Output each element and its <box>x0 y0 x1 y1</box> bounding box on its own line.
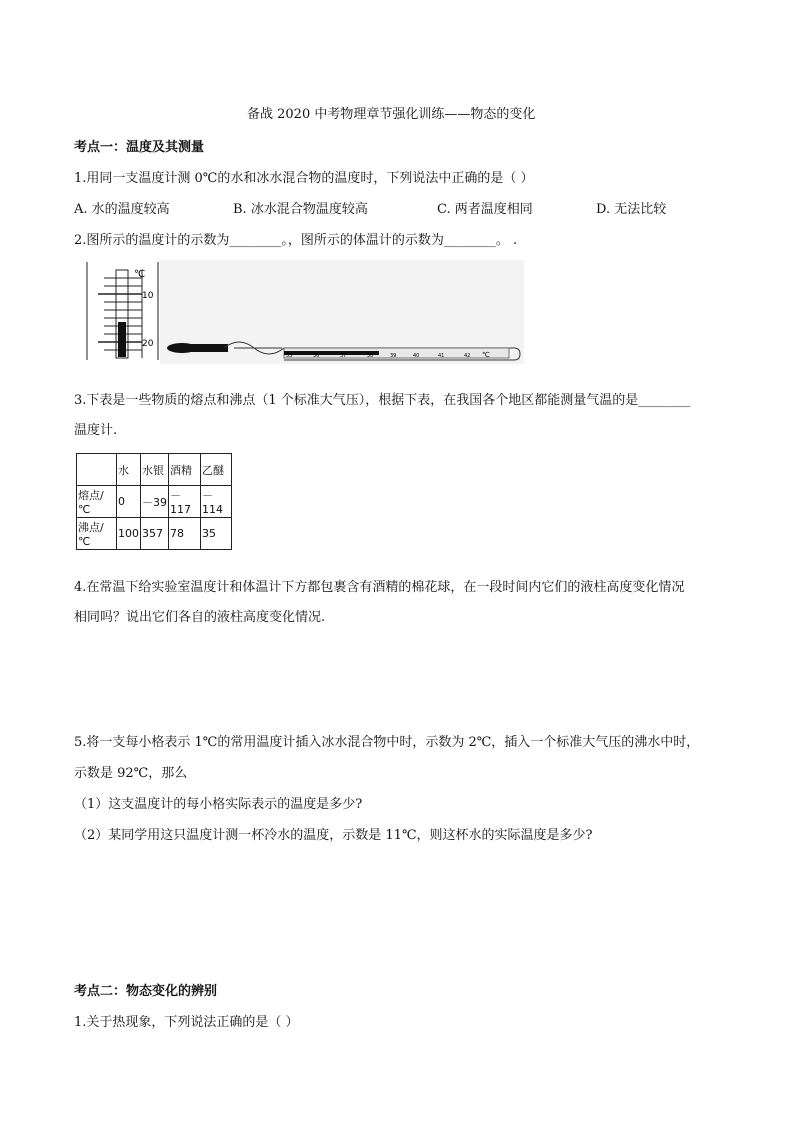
table-cell: 100 <box>117 518 141 550</box>
question-5-sub1: （1）这支温度计的每小格实际表示的温度是多少? <box>74 797 363 812</box>
question-5-line2: 示数是 92℃，那么 <box>74 766 188 781</box>
table-header-mercury: 水银 <box>141 454 169 486</box>
thermo-tick-label-20: 20 <box>142 339 154 349</box>
q1-option-d: D. 无法比较 <box>596 202 667 217</box>
table-header-row <box>77 454 232 486</box>
clinical-label-39: 39 <box>390 353 397 359</box>
table-header-ether: 乙醚 <box>201 454 232 486</box>
table-cell: －117 <box>169 486 201 518</box>
question-5-sub2: （2）某同学用这只温度计测一杯冷水的温度，示数是 11℃，则这杯水的实际温度是多少? <box>74 828 593 843</box>
liquid-column <box>118 322 126 357</box>
clinical-label-38: 38 <box>367 353 374 359</box>
section-heading-2: 考点二：物态变化的辨别 <box>74 984 218 999</box>
thermo-unit: ℃ <box>134 269 146 280</box>
question-3-line2: 温度计. <box>74 423 118 438</box>
thermometer-figure <box>84 260 524 364</box>
q1-option-c: C. 两者温度相同 <box>437 202 533 217</box>
clinical-mercury <box>284 351 379 355</box>
table-row <box>77 486 232 518</box>
clinical-label-36: 36 <box>313 353 320 359</box>
question-5-line1: 5.将一支每小格表示 1℃的常用温度计插入冰水混合物中时，示数为 2℃，插入一个标准大气压的沸水中时， <box>74 735 700 750</box>
clinical-label-40: 40 <box>413 353 420 359</box>
thermo-tick-label-10: 10 <box>142 291 154 301</box>
table-cell <box>77 454 117 486</box>
table-header-alcohol: 酒精 <box>169 454 201 486</box>
q1-option-b: B. 冰水混合物温度较高 <box>233 202 368 217</box>
table-row-label: 熔点/℃ <box>77 486 117 518</box>
clinical-label-42: 42 <box>464 353 471 359</box>
section-heading-1: 考点一：温度及其测量 <box>74 140 205 155</box>
table-cell: 78 <box>169 518 201 550</box>
table-cell: 357 <box>141 518 169 550</box>
question-3-line1: 3.下表是一些物质的熔点和沸点（1 个标准大气压），根据下表，在我国各个地区都能测量气温的是________ <box>74 393 691 408</box>
clinical-stem-dark <box>182 344 228 352</box>
q1-option-a: A. 水的温度较高 <box>74 202 170 217</box>
table-cell: 0 <box>117 486 141 518</box>
section2-question-1-stem: 1.关于热现象，下列说法正确的是（ ） <box>74 1015 299 1030</box>
table-cell: －39 <box>141 486 169 518</box>
table-row <box>77 518 232 550</box>
clinical-label-37: 37 <box>340 353 347 359</box>
question-1-stem: 1.用同一支温度计测 0℃的水和冰水混合物的温度时，下列说法中正确的是（ ） <box>74 171 534 186</box>
table-header-water: 水 <box>117 454 141 486</box>
question-4-line2: 相同吗？说出它们各自的液柱高度变化情况. <box>74 610 326 625</box>
page-title: 备战 2020 中考物理章节强化训练——物态的变化 <box>247 107 536 122</box>
table-cell: 35 <box>201 518 232 550</box>
thermometer-svg <box>84 260 524 364</box>
table-row-label: 沸点/℃ <box>77 518 117 550</box>
clinical-label-35: 35 <box>286 353 293 359</box>
clinical-unit: ℃ <box>482 351 490 359</box>
question-2-stem: 2.图所示的温度计的示数为________。，图所示的体温计的示数为________。 . <box>74 233 518 248</box>
melting-boiling-table <box>76 453 232 550</box>
table-cell: －114 <box>201 486 232 518</box>
clinical-label-41: 41 <box>438 353 445 359</box>
question-4-line1: 4.在常温下给实验室温度计和体温计下方都包裹含有酒精的棉花球，在一段时间内它们的液柱高度变化情况 <box>74 580 685 595</box>
